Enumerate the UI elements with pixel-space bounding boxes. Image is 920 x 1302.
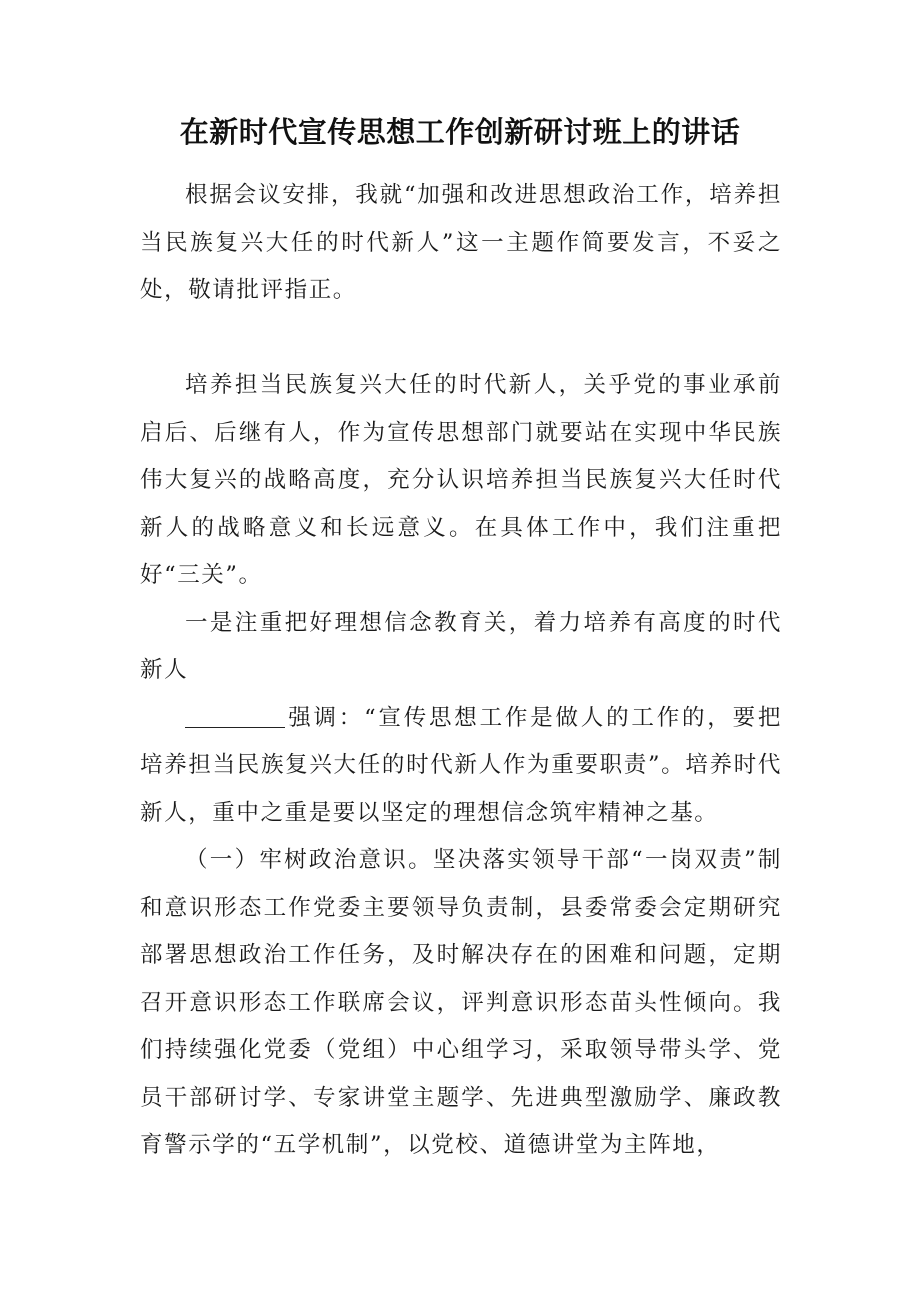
paragraph-overview: 培养担当民族复兴大任的时代新人，关乎党的事业承前启后、后继有人，作为宣传思想部门就要站在实现中华民族伟大复兴的战略高度，充分认识培养担当民族复兴大任时代新人的战略意义和长远意义。在具体工作中，我们注重把好“三关”。	[140, 372, 782, 588]
document-title: 在新时代宣传思想工作创新研讨班上的讲话	[179, 115, 741, 149]
paragraph-section-one: （一）牢树政治意识。坚决落实领导干部“一岗双责”制和意识形态工作党委主要领导负责制，县委常委会定期研究部署思想政治工作任务，及时解决存在的困难和问题，定期召开意识形态工作联席会议，评判意识形态苗头性倾向。我们持续强化党委（党组）中心组学习，采取领导带头学、党员干部研讨学、专家讲堂主题学、先进典型激励学、廉政教育警示学的“五学机制”，以党校、道德讲堂为主阵地，	[140, 847, 782, 1158]
document-body	[140, 172, 782, 1170]
paragraph-quote-text: 强调：“宣传思想工作是做人的工作的，要把培养担当民族复兴大任的时代新人作为重要职责”。培养时代新人，重中之重是要以坚定的理想信念筑牢精神之基。	[140, 704, 782, 826]
blank-underline	[185, 704, 285, 728]
paragraph-intro: 根据会议安排，我就“加强和改进思想政治工作，培养担当民族复兴大任的时代新人”这一主题作简要发言，不妥之处，敬请批评指正。	[140, 182, 782, 303]
paragraph-quote	[140, 695, 782, 838]
paragraph-heading-one: 一是注重把好理想信念教育关，着力培养有高度的时代新人	[140, 609, 782, 683]
